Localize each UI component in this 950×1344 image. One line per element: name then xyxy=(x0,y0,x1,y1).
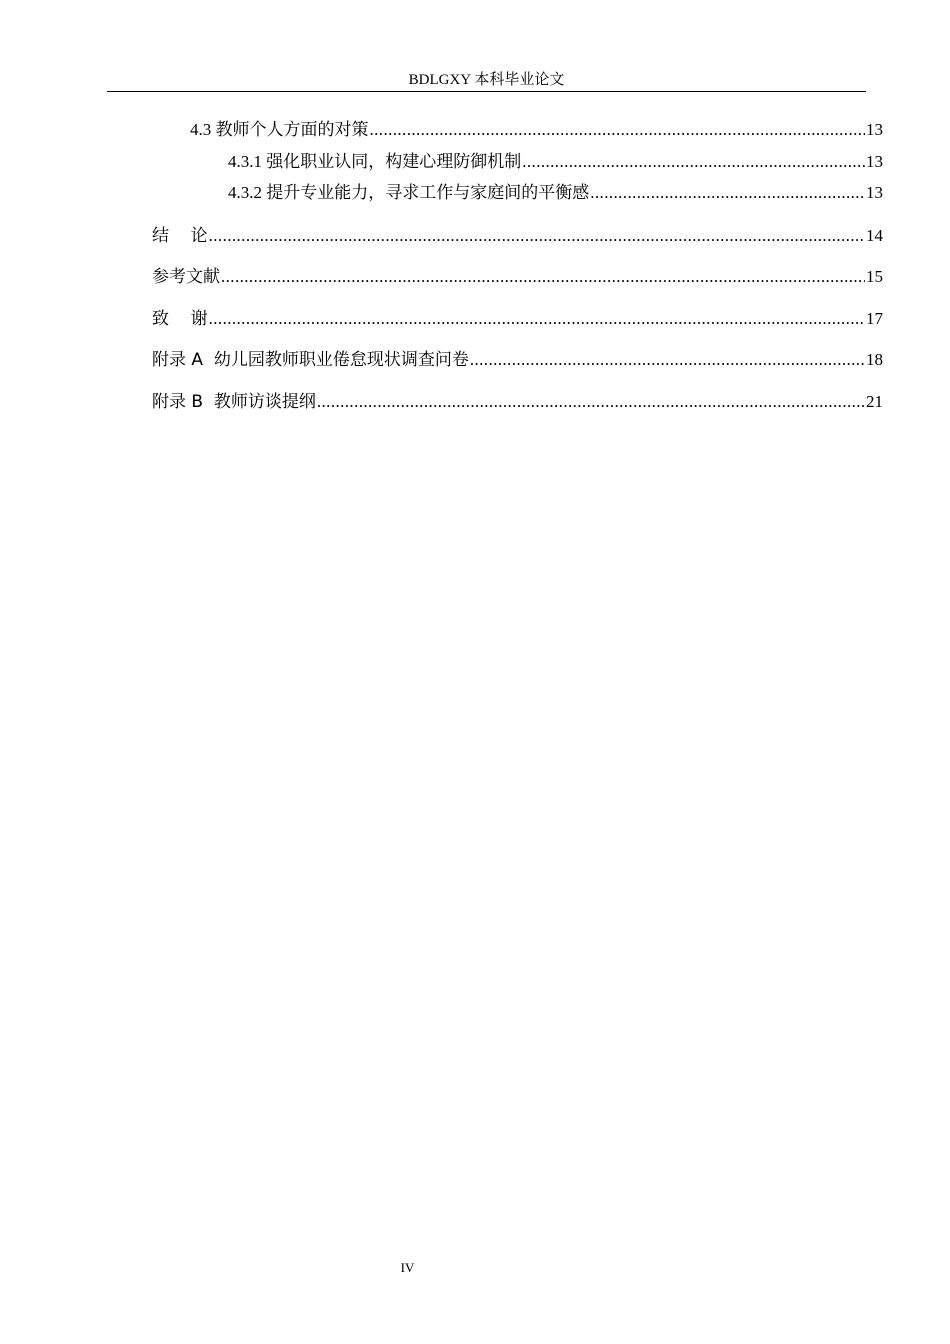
toc-entry-references[interactable] xyxy=(152,266,883,288)
toc-page-number: 15 xyxy=(866,267,883,286)
toc-entry-label: 结 论 xyxy=(152,226,208,246)
toc-entry-appendix-b[interactable] xyxy=(152,391,883,413)
toc-entry-label: 4.3.2 提升专业能力，寻求工作与家庭间的平衡感 xyxy=(228,183,590,202)
toc-entry-4-3-2[interactable] xyxy=(228,182,883,204)
toc-entry-label: 附录 B 教师访谈提纲 xyxy=(152,392,316,412)
toc-page-number: 21 xyxy=(866,392,883,411)
toc-entry-label: 附录 A 幼儿园教师职业倦怠现状调查问卷 xyxy=(152,350,469,370)
toc-dot-leader xyxy=(209,308,865,330)
toc-page-number: 17 xyxy=(866,309,883,328)
toc-entry-label: 4.3.1 强化职业认同，构建心理防御机制 xyxy=(228,152,522,171)
toc-page-number: 14 xyxy=(866,226,883,245)
toc-dot-leader xyxy=(370,119,866,141)
toc-dot-leader xyxy=(221,266,865,288)
toc-dot-leader xyxy=(317,391,865,413)
header-divider xyxy=(107,91,866,92)
toc-entry-4-3[interactable] xyxy=(190,119,883,141)
toc-page-number: 18 xyxy=(866,350,883,369)
toc-dot-leader xyxy=(590,182,865,204)
toc-entry-label: 致 谢 xyxy=(152,309,208,329)
toc-page-number: 13 xyxy=(866,183,883,202)
toc-page-number: 13 xyxy=(866,152,883,171)
toc-entry-label: 参考文献 xyxy=(152,267,220,287)
toc-entry-label: 4.3 教师个人方面的对策 xyxy=(190,120,369,139)
toc-entry-appendix-a[interactable] xyxy=(152,349,883,371)
toc-page-number: 13 xyxy=(866,120,883,139)
toc-entry-4-3-1[interactable] xyxy=(228,151,883,173)
toc-entry-acknowledgements[interactable] xyxy=(152,308,883,330)
toc-entry-conclusion[interactable] xyxy=(152,225,883,247)
toc-dot-leader xyxy=(209,225,865,247)
toc-dot-leader xyxy=(470,349,865,371)
toc-dot-leader xyxy=(522,151,865,173)
running-header: BDLGXY 本科毕业论文 xyxy=(408,72,565,88)
page-number-footer: IV xyxy=(400,1260,415,1275)
